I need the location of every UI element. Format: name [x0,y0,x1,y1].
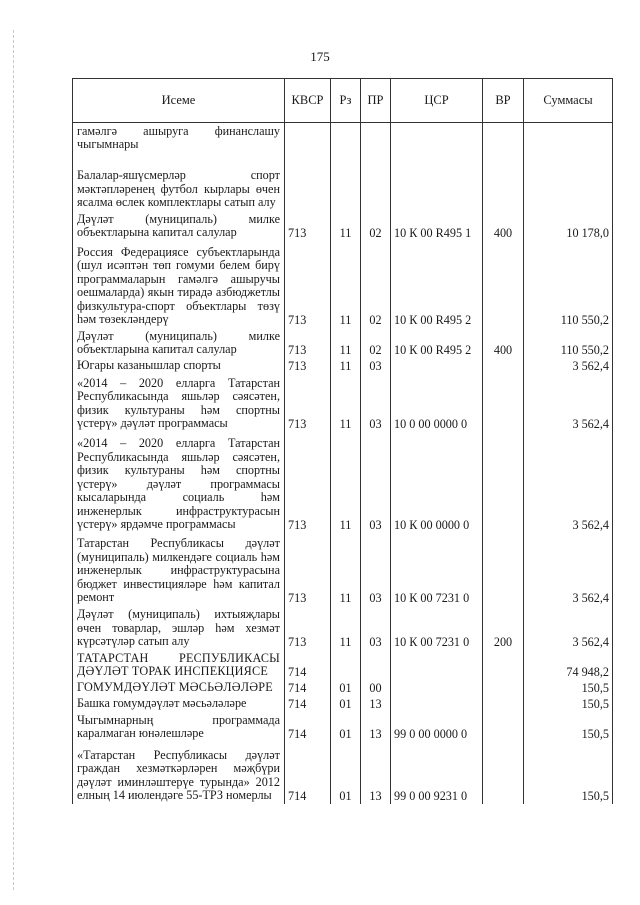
table-row [73,328,613,358]
cell-sum: 110 550,2 [524,328,613,358]
table-body [73,123,613,804]
cell-kvsr: 713 [285,328,331,358]
scan-margin-line [13,30,14,890]
column-header-csr: ЦСР [391,79,483,123]
cell-vr [483,712,524,742]
cell-kvsr: 714 [285,712,331,742]
table-row [73,650,613,680]
table-row [73,211,613,241]
cell-name: Башка гомумдәүләт мәсьәләләре [73,696,285,712]
cell-rz [331,123,361,153]
cell-kvsr: 713 [285,241,331,328]
cell-name: «2014 – 2020 елларга Татарстан Республикасында яшьләр сәясәтен, физик культураны һәм спортны үстерү» дәүләт программасы [73,374,285,432]
cell-vr [483,241,524,328]
cell-csr [391,696,483,712]
cell-csr: 10 К 00 7231 0 [391,606,483,650]
page-number: 175 [310,49,330,64]
cell-kvsr: 714 [285,680,331,696]
cell-csr: 10 К 00 7231 0 [391,533,483,606]
cell-vr [483,533,524,606]
cell-sum: 3 562,4 [524,358,613,374]
cell-pr: 03 [361,432,391,533]
cell-rz: 01 [331,712,361,742]
cell-kvsr: 714 [285,696,331,712]
cell-vr [483,432,524,533]
cell-vr [483,123,524,153]
cell-csr: 10 К 00 R495 2 [391,328,483,358]
table-row [73,123,613,153]
cell-pr [361,650,391,680]
cell-kvsr: 713 [285,211,331,241]
cell-sum: 3 562,4 [524,432,613,533]
cell-name: ТАТАРСТАН РЕСПУБЛИКАСЫ ДӘҮЛӘТ ТОРАК ИНСПЕКЦИЯСЕ [73,650,285,680]
cell-vr [483,153,524,211]
cell-name: Татарстан Республикасы дәүләт (муниципаль) милкендәге социаль һәм инженерлык инфраструктурасына бюджет инвестицияләре һәм капитал ремонт [73,533,285,606]
cell-kvsr [285,153,331,211]
cell-pr: 03 [361,533,391,606]
cell-vr [483,680,524,696]
table-row [73,606,613,650]
cell-sum: 110 550,2 [524,241,613,328]
cell-rz: 11 [331,211,361,241]
cell-csr: 10 0 00 0000 0 [391,374,483,432]
cell-csr [391,358,483,374]
cell-name: Дәүләт (муниципаль) милке объектларына капитал салулар [73,328,285,358]
cell-csr: 10 К 00 R495 2 [391,241,483,328]
cell-kvsr [285,123,331,153]
cell-rz [331,650,361,680]
cell-pr: 02 [361,328,391,358]
cell-sum [524,153,613,211]
table-row [73,696,613,712]
cell-vr: 400 [483,328,524,358]
cell-sum: 3 562,4 [524,533,613,606]
cell-rz: 11 [331,533,361,606]
cell-sum: 150,5 [524,680,613,696]
cell-sum: 10 178,0 [524,211,613,241]
cell-vr: 200 [483,606,524,650]
cell-pr: 02 [361,241,391,328]
table-row [73,241,613,328]
column-header-kvsr: КВСР [285,79,331,123]
table-row [73,432,613,533]
cell-kvsr: 714 [285,742,331,804]
cell-name: Югары казанышлар спорты [73,358,285,374]
cell-name: ГОМУМДӘҮЛӘТ МӘСЬӘЛӘЛӘРЕ [73,680,285,696]
cell-name: Чыгымнарның программада каралмаган юнәлешләре [73,712,285,742]
cell-vr: 400 [483,211,524,241]
budget-table [72,78,613,804]
cell-pr: 03 [361,606,391,650]
cell-rz: 11 [331,432,361,533]
cell-rz: 01 [331,696,361,712]
cell-pr: 02 [361,211,391,241]
cell-kvsr: 713 [285,606,331,650]
cell-csr: 10 К 00 0000 0 [391,432,483,533]
table-row [73,533,613,606]
cell-csr: 10 К 00 R495 1 [391,211,483,241]
cell-name: Дәүләт (муниципаль) ихтыяҗлары өчен товарлар, эшләр һәм хезмәт күрсәтүләр сатып алу [73,606,285,650]
table-header-row [73,79,613,123]
cell-kvsr: 713 [285,533,331,606]
cell-name: Балалар-яшүсмерләр спорт мәктәпләренең футбол кырлары өчен ясалма өслек комплектлары сатып алу [73,153,285,211]
cell-rz: 11 [331,328,361,358]
cell-pr: 00 [361,680,391,696]
cell-sum [524,123,613,153]
column-header-rz: Рз [331,79,361,123]
cell-sum: 150,5 [524,712,613,742]
cell-rz: 11 [331,606,361,650]
cell-sum: 150,5 [524,742,613,804]
cell-name: Дәүләт (муниципаль) милке объектларына капитал салулар [73,211,285,241]
cell-kvsr: 713 [285,374,331,432]
cell-name: гамәлгә ашыруга финанслашу чыгымнары [73,123,285,153]
cell-pr [361,123,391,153]
cell-rz: 01 [331,742,361,804]
table-row [73,374,613,432]
cell-sum: 3 562,4 [524,606,613,650]
cell-csr [391,153,483,211]
column-header-vr: ВР [483,79,524,123]
cell-csr: 99 0 00 9231 0 [391,742,483,804]
cell-name: «2014 – 2020 елларга Татарстан Республикасында яшьләр сәясәтен, физик культураны һәм спортны үстерү» дәүләт программасы кысаларында социаль һәм инженерлык инфраструктурасын үстерү» ярдәмче программасы [73,432,285,533]
table-row [73,680,613,696]
table-row [73,153,613,211]
column-header-name: Исеме [73,79,285,123]
cell-vr [483,742,524,804]
column-header-pr: ПР [361,79,391,123]
cell-csr: 99 0 00 0000 0 [391,712,483,742]
cell-kvsr: 714 [285,650,331,680]
cell-vr [483,374,524,432]
table-row [73,712,613,742]
cell-pr: 13 [361,742,391,804]
cell-rz: 01 [331,680,361,696]
cell-pr: 03 [361,374,391,432]
cell-name: «Татарстан Республикасы дәүләт граждан хезмәткәрләрен мәҗбүри дәүләт иминләштерүе турында» 2012 елның 14 июлендәге 55-ТРЗ номерлы [73,742,285,804]
cell-rz: 11 [331,374,361,432]
cell-pr [361,153,391,211]
cell-pr: 13 [361,696,391,712]
cell-sum: 3 562,4 [524,374,613,432]
cell-rz [331,153,361,211]
cell-kvsr: 713 [285,358,331,374]
table-row [73,742,613,804]
cell-kvsr: 713 [285,432,331,533]
cell-csr [391,650,483,680]
column-header-sum: Суммасы [524,79,613,123]
cell-csr [391,123,483,153]
cell-sum: 150,5 [524,696,613,712]
cell-vr [483,650,524,680]
cell-rz: 11 [331,358,361,374]
cell-csr [391,680,483,696]
cell-rz: 11 [331,241,361,328]
cell-name: Россия Федерациясе субъектларында (шул исәптән төп гомуми белем бирү программаларын гамәлгә ашыручы оешмаларда) якын тирадә азбюджетлы физкультура-спорт объектлары төзү һәм төзекләндерү [73,241,285,328]
cell-vr [483,358,524,374]
table-row [73,358,613,374]
cell-vr [483,696,524,712]
cell-sum: 74 948,2 [524,650,613,680]
cell-pr: 03 [361,358,391,374]
cell-pr: 13 [361,712,391,742]
